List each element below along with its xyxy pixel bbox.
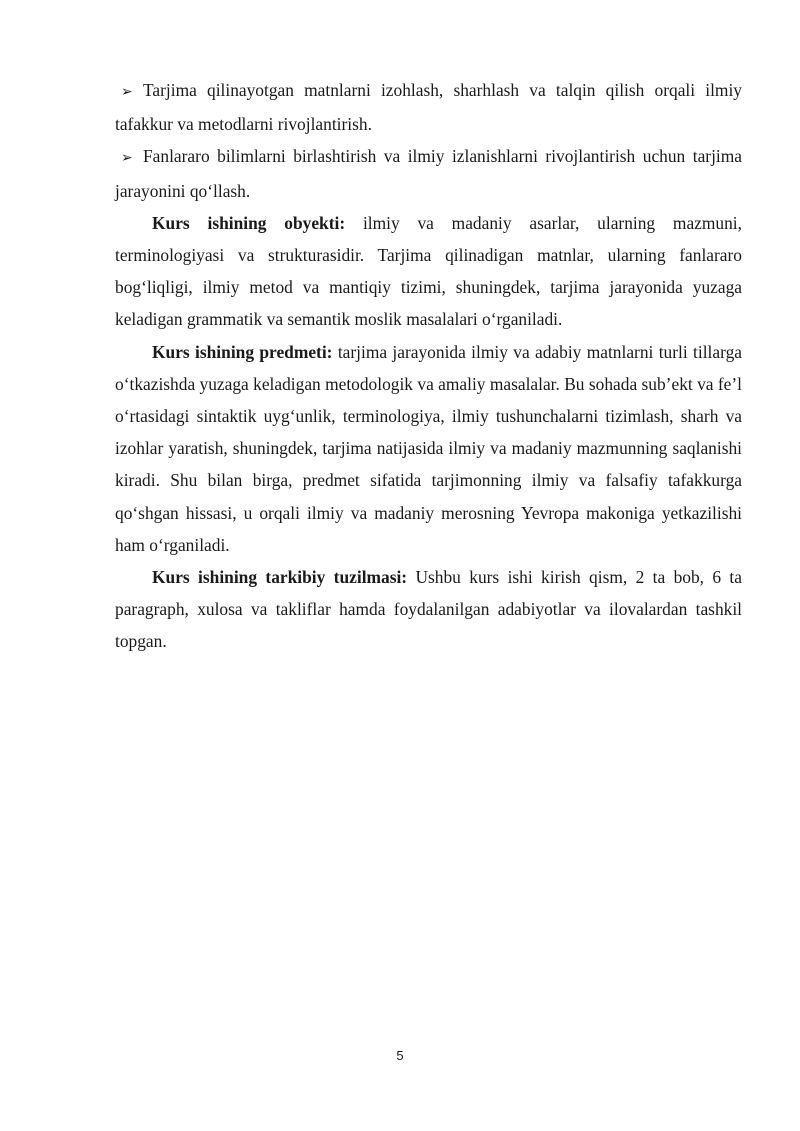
bullet-text: Tarjima qilinayotgan matnlarni izohlash, sharhlash va talqin qilish orqali ilmiy tafakkur va metodlarni rivojlantirish.	[115, 80, 742, 135]
arrow-bullet-icon: ➢	[121, 84, 133, 100]
paragraph-object	[115, 207, 742, 336]
paragraph-subject	[115, 336, 742, 561]
bullet-text: Fanlararo bilimlarni birlashtirish va ilmiy izlanishlarni rivojlantirish uchun tarjima jarayonini qo‘llash.	[115, 146, 742, 201]
paragraph-text: Ushbu kurs ishi kirish qism, 2 ta bob, 6 ta paragraph, xulosa va takliflar hamda foydalanilgan adabiyotlar va ilovalardan tashkil topgan.	[115, 567, 742, 652]
page-number: 5	[396, 1048, 404, 1063]
paragraph-heading: Kurs ishining tarkibiy tuzilmasi:	[152, 567, 408, 588]
bullet-item-2	[115, 140, 742, 206]
bullet-item-1	[115, 74, 742, 140]
paragraph-text: tarjima jarayonida ilmiy va adabiy matnlarni turli tillarga o‘tkazishda yuzaga keladigan metodologik va amaliy masalalar. Bu sohada sub’ekt va fe’l o‘rtasidagi sintaktik uyg‘unlik, terminologiya, ilmiy tushunchalarni tizimlash, sharh va izohlar yaratish, shuningdek, tarjima natijasida ilmiy va madaniy mazmunning saqlanishi kiradi. Shu bilan birga, predmet sifatida tarjimonning ilmiy va falsafiy tafakkurga qo‘shgan hissasi, u orqali ilmiy va madaniy merosning Yevropa makoniga yetkazilishi ham o‘rganiladi.	[115, 341, 742, 555]
paragraph-heading: Kurs ishining obyekti:	[152, 212, 346, 233]
paragraph-text: ilmiy va madaniy asarlar, ularning mazmuni, terminologiyasi va strukturasidir. Tarjima qilinadigan matnlar, ularning fanlararo bog‘liqligi, ilmiy metod va mantiqiy tizimi, shuningdek, tarjima jarayonida yuzaga keladigan grammatik va semantik moslik masalalari o‘rganiladi.	[115, 212, 742, 330]
page-body	[115, 74, 742, 658]
arrow-bullet-icon: ➢	[121, 150, 133, 167]
paragraph-structure	[115, 561, 742, 658]
paragraph-heading: Kurs ishining predmeti:	[152, 341, 333, 362]
